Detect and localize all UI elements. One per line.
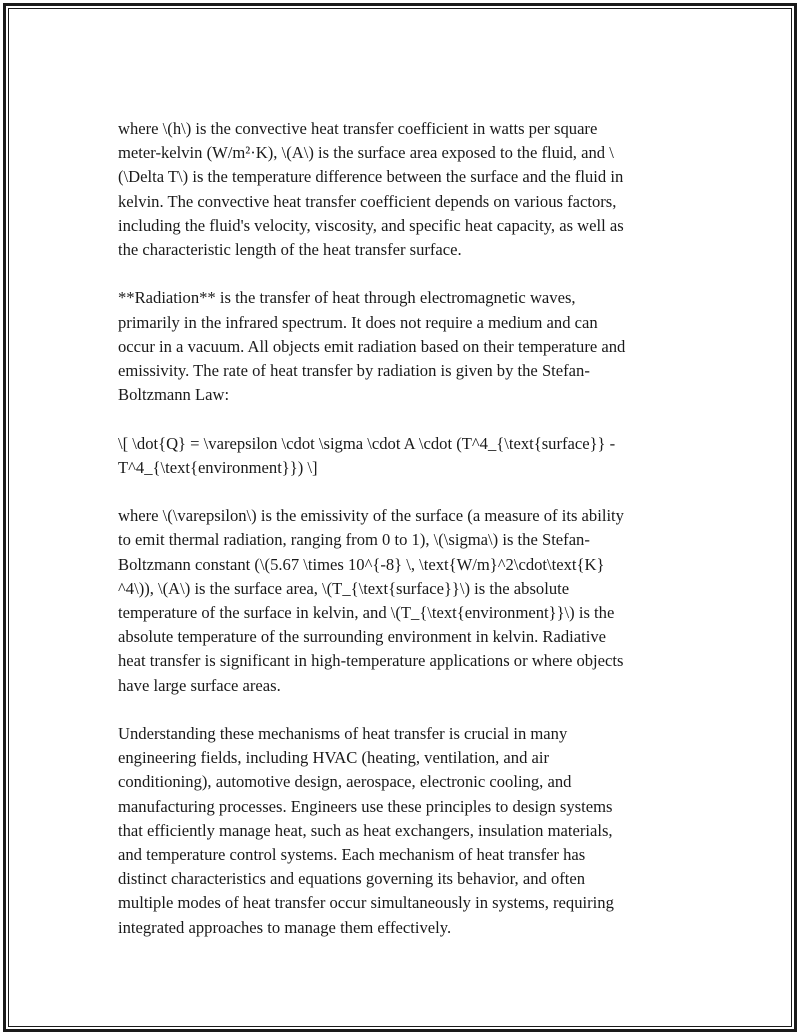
paragraph-conclusion: Understanding these mechanisms of heat transfer is crucial in many engineering fields, including HVAC (heating, ventilation, and air conditioning), automotive design, aerospace, electronic cooling, and manufacturing processes. Engineers use these principles to design systems that efficiently manage heat, such as heat exchangers, insulation materials, and temperature control systems. Each mechanism of heat transfer has distinct characteristics and equations governing its behavior, and often multiple modes of heat transfer occur simultaneously in systems, requiring integrated approaches to manage them effectively. <box>118 724 614 937</box>
paragraph-radiation-intro: **Radiation** is the transfer of heat through electromagnetic waves, primarily in the infrared spectrum. It does not require a medium and can occur in a vacuum. All objects emit radiation based on their temperature and emissivity. The rate of heat transfer by radiation is given by the Stefan- Boltzmann Law: <box>118 288 626 405</box>
paragraph-radiation-variables: where \(\varepsilon\) is the emissivity of the surface (a measure of its ability to emit thermal radiation, ranging from 0 to 1), \(\sigma\) is the Stefan- Boltzmann constant (\(5.67 \times 10^{-8} \, \text{W/m}^2\cdot\text{K} ^4\)), \(A\) is the surface area, \(T_{\text{surface}}\) is the absolute temperature of the surface in kelvin, and \(T_{\text{environment}}\) is the absolute temperature of the surrounding environment in kelvin. Radiative heat transfer is significant in high-temperature applications or where objects have large surface areas. <box>118 506 624 695</box>
equation-stefan-boltzmann: \[ \dot{Q} = \varepsilon \cdot \sigma \cdot A \cdot (T^4_{\text{surface}} - T^4_{\text{environment}}) \] <box>118 433 616 477</box>
document-body <box>118 117 688 964</box>
paragraph-convection-coefficient: where \(h\) is the convective heat transfer coefficient in watts per square meter-kelvin (W/m²·K), \(A\) is the surface area exposed to the fluid, and \ (\Delta T\) is the temperature difference between the surface and the fluid in kelvin. The convective heat transfer coefficient depends on various factors, including the fluid's velocity, viscosity, and specific heat capacity, as well as the characteristic length of the heat transfer surface. <box>118 119 624 260</box>
